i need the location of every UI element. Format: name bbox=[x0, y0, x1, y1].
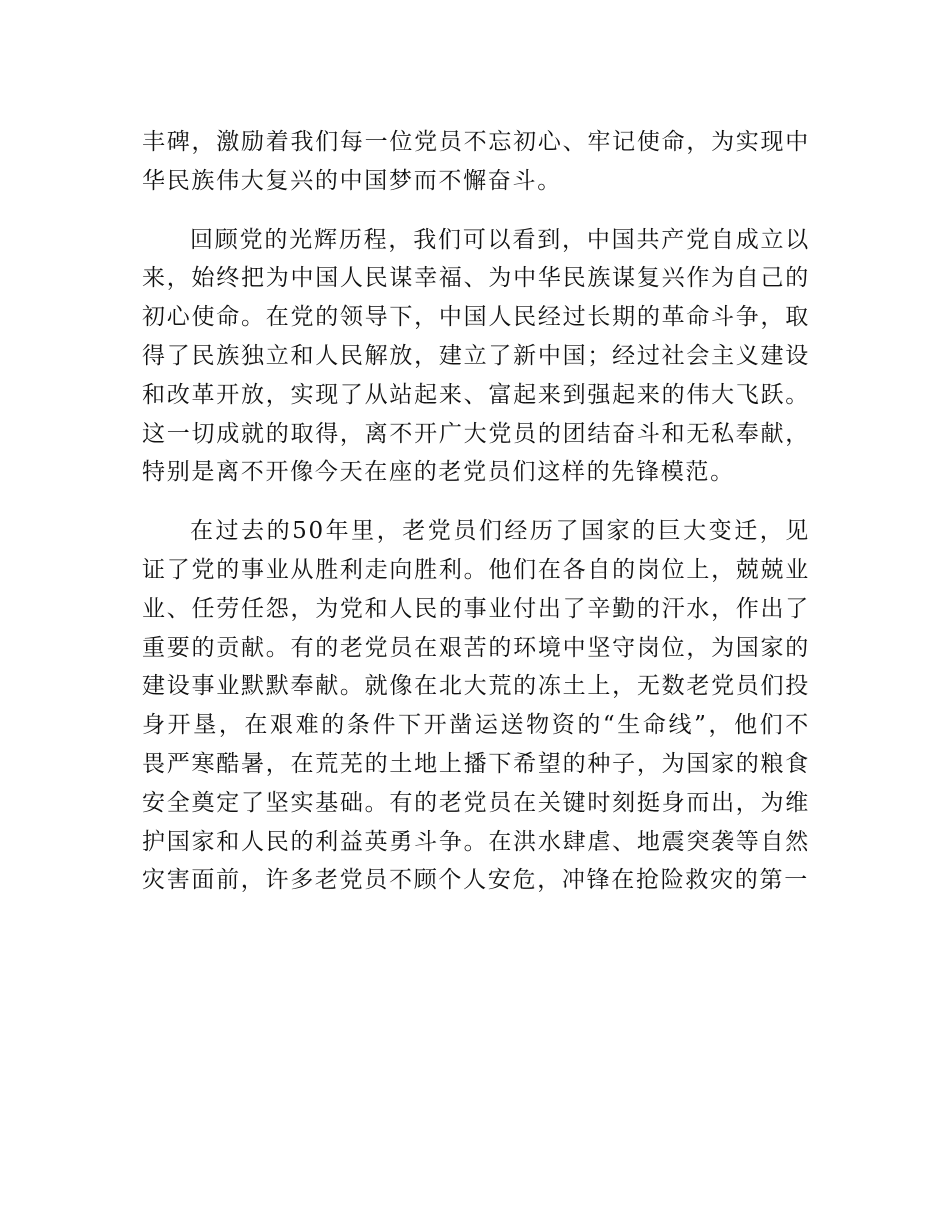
paragraph-veteran-members: 在过去的50年里，老党员们经历了国家的巨大变迁，见证了党的事业从胜利走向胜利。他们在各自的岗位上，兢兢业业、任劳任怨，为党和人民的事业付出了辛勤的汗水，作出了重要的贡献。有的老党员在艰苦的环境中坚守岗位，为国家的建设事业默默奉献。就像在北大荒的冻土上，无数老党员们投身开垦，在艰难的条件下开凿运送物资的“生命线”，他们不畏严寒酷暑，在荒芜的土地上播下希望的种子，为国家的粮食安全奠定了坚实基础。有的老党员在关键时刻挺身而出，为维护国家和人民的利益英勇斗争。在洪水肆虐、地震突袭等自然灾害面前，许多老党员不顾个人安危，冲锋在抢险救灾的第一 bbox=[142, 518, 810, 894]
document-body bbox=[142, 123, 810, 920]
paragraph-continuation: 丰碑，激励着我们每一位党员不忘初心、牢记使命，为实现中华民族伟大复兴的中国梦而不懈奋斗。 bbox=[142, 129, 810, 194]
paragraph-party-history: 回顾党的光辉历程，我们可以看到，中国共产党自成立以来，始终把为中国人民谋幸福、为中华民族谋复兴作为自己的初心使命。在党的领导下，中国人民经过长期的革命斗争，取得了民族独立和人民解放，建立了新中国；经过社会主义建设和改革开放，实现了从站起来、富起来到强起来的伟大飞跃。这一切成就的取得，离不开广大党员的团结奋斗和无私奉献，特别是离不开像今天在座的老党员们这样的先锋模范。 bbox=[142, 226, 810, 486]
